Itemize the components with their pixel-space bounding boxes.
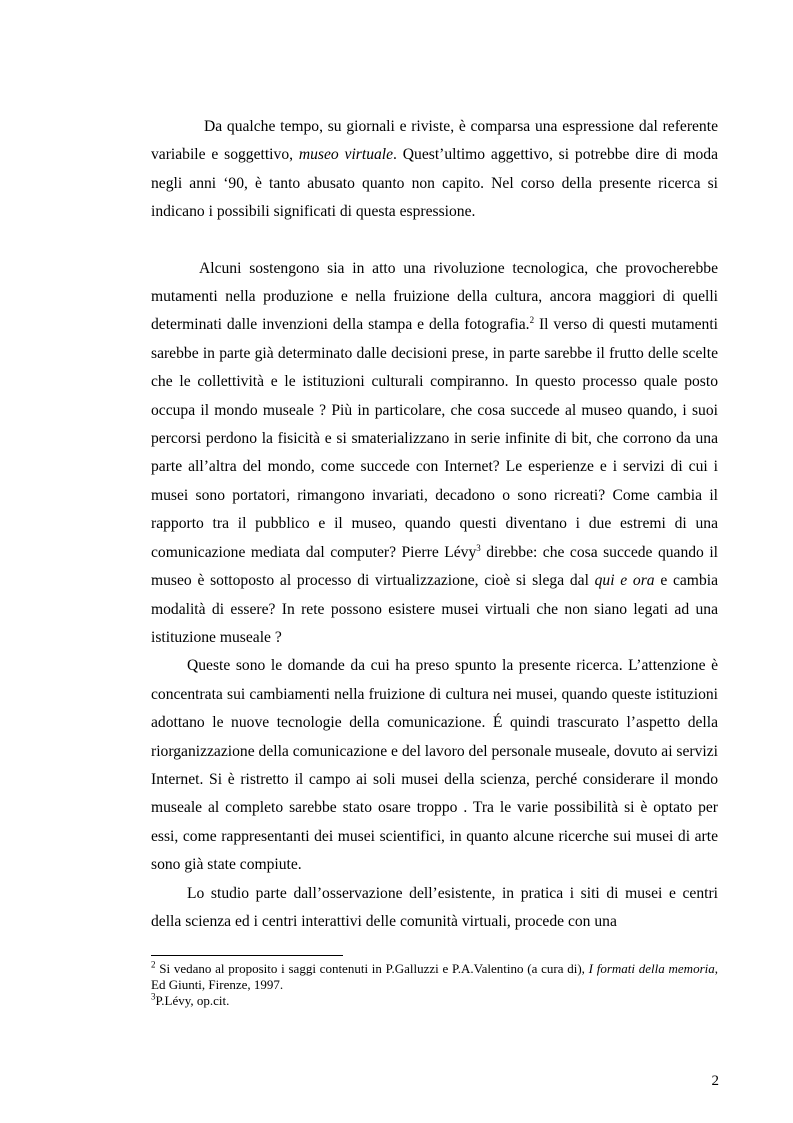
footnote-separator: [151, 955, 343, 956]
paragraph-1: Da qualche tempo, su giornali e riviste, è comparsa una espressione dal referente variabile e soggettivo, museo virtuale. Quest’ultimo aggettivo, si potrebbe dire di moda negli anni ‘90, è tanto abusato quanto non capito. Nel corso della presente ricerca si indicano i possibili significati di questa espressione.: [151, 118, 718, 221]
footnote-title: I formati della memoria: [588, 961, 715, 976]
footnote-number: 3: [151, 991, 156, 1002]
paragraph-4: Lo studio parte dall’osservazione dell’esistente, in pratica i siti di musei e centri della scienza ed i centri interattivi delle comunità virtuali, procede con una: [151, 884, 718, 930]
footnotes: [151, 961, 718, 1009]
paragraph-gap: [151, 227, 718, 255]
paragraph-3: Queste sono le domande da cui ha preso spunto la presente ricerca. L’attenzione è concentrata sui cambiamenti nella fruizione di cultura nei musei, quando queste istituzioni adottano le nuove tecnologie della comunicazione. É quindi trascurato l’aspetto della riorganizzazione della comunicazione e del lavoro del personale museale, dovuto ai servizi Internet. Si è ristretto il campo ai soli musei della scienza, perché considerare il mondo museale al completo sarebbe stato osare troppo . Tra le varie possibilità si è optato per essi, come rappresentanti dei musei scientifici, in quanto alcune ricerche sui musei di arte sono già state compiute.: [151, 657, 718, 874]
footnote-2: $^2$ Si vedano al proposito i saggi contenuti in P.Galluzzi e P.A.Valentino (a cura di), I formati della memoria, Ed Giunti, Firenze, 1997.: [151, 959, 718, 992]
footnote-ref-2[interactable]: 2: [529, 315, 535, 326]
body-text: [151, 113, 718, 936]
emphasis-qui-e-ora: qui e ora: [594, 572, 655, 590]
footnote-ref-3[interactable]: 3: [476, 542, 481, 553]
paragraph-2: Alcuni sostengono sia in atto una rivoluzione tecnologica, che provocherebbe mutamenti nella produzione e nella fruizione della cultura, ancora maggiori di quelli determinati dalle invenzioni della stampa e della fotografia.$^2$ Il verso di questi mutamenti sarebbe in parte già determinato dalle decisioni prese, in parte sarebbe il frutto delle scelte che le collettività e le istituzioni culturali compiranno. In questo processo quale posto occupa il mondo museale ? Più in particolare, che cosa succede al museo quando, i suoi percorsi perdono la fisicità e si smaterializzano in serie infinite di bit, che corrono da una parte all’altra del mondo, come succede con Internet? Le esperienze e i servizi di cui i musei sono portatori, rimangono invariati, decadono o sono ricreati? Come cambia il rapporto tra il pubblico e il museo, quando questi diventano i due estremi di una comunicazione mediata dal computer? Pierre Lévy$^3$ direbbe: che cosa succede quando il museo è sottoposto al processo di virtualizzazione, cioè si slega dal qui e ora e cambia modalità di essere? In rete possono esistere musei virtuali che non siano legati ad una istituzione museale ?: [151, 259, 718, 646]
emphasis-museo-virtuale: museo virtuale: [298, 146, 394, 164]
footnote-3: $^3$P.Lévy, op.cit.: [151, 991, 230, 1008]
footnote-number: 2: [151, 959, 156, 970]
page-number: 2: [711, 1073, 719, 1089]
